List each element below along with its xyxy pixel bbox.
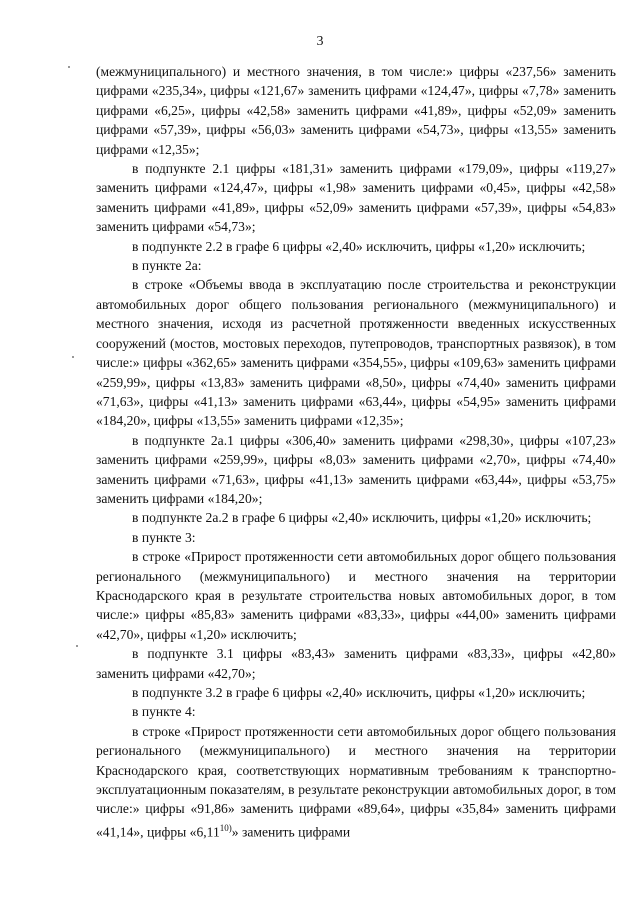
paragraph: в подпункте 2.2 в графе 6 цифры «2,40» исключить, цифры «1,20» исключить; bbox=[132, 238, 586, 254]
paragraph: (межмуниципального) и местного значения, в том числе:» цифры «237,56» заменить цифрами «235,34», цифры «121,67» заменить цифрами «124,47», цифры «7,78» заменить цифрами «6,25», цифры «42,58» заменить цифрами «41,89», цифры «52,09» заменить цифрами «57,39», цифры «56,03» заменить цифрами «54,73», цифры «13,55» заменить цифрами «12,35»; bbox=[96, 64, 616, 157]
document-body bbox=[96, 62, 616, 842]
paragraph: в подпункте 2а.2 в графе 6 цифры «2,40» исключить, цифры «1,20» исключить; bbox=[132, 510, 592, 526]
paragraph: в пункте 3: bbox=[132, 529, 196, 545]
scan-speck bbox=[72, 356, 74, 358]
paragraph: в строке «Прирост протяженности сети автомобильных дорог общего пользования регионального (межмуниципального) и местного значения на территории Краснодарского края в результате строительства новых автомобильных дорог, в том числе:» цифры «85,83» заменить цифрами «83,33», цифры «44,00» заменить цифрами «42,70», цифры «1,20» исключить; bbox=[96, 549, 616, 642]
scan-speck bbox=[68, 66, 70, 68]
paragraph-tail: » заменить цифрами bbox=[231, 824, 351, 840]
paragraph: в подпункте 3.1 цифры «83,43» заменить цифрами «83,33», цифры «42,80» заменить цифрами «42,70»; bbox=[96, 646, 616, 681]
paragraph: в строке «Объемы ввода в эксплуатацию после строительства и реконструкции автомобильных дорог общего пользования регионального (межмуниципального) и местного значения, исходя из расчетной протяженности введенных искусственных сооружений (мостов, мостовых переходов, путепроводов, транспортных развязок), в том числе:» цифры «362,65» заменить цифрами «354,55», цифры «109,63» заменить цифрами «259,99», цифры «13,83» заменить цифрами «8,50», цифры «74,40» заменить цифрами «71,63», цифры «41,13» заменить цифрами «63,44», цифры «54,95» заменить цифрами «184,20», цифры «13,55» заменить цифрами «12,35»; bbox=[96, 277, 616, 429]
paragraph: в пункте 2а: bbox=[132, 258, 202, 274]
paragraph-text: в строке «Прирост протяженности сети автомобильных дорог общего пользования регионального (межмуниципального) и местного значения на территории Краснодарского края, соответствующих нормативным требованиям к транспортно-эксплуатационным показателям, в результате реконструкции автомобильных дорог, в том числе:» цифры «91,86» заменить цифрами «89,64», цифры «35,84» заменить цифрами «41,14», цифры «6,11 bbox=[96, 723, 616, 840]
paragraph: в пункте 4: bbox=[132, 704, 196, 720]
footnote-superscript: 10) bbox=[219, 822, 232, 833]
paragraph: в подпункте 3.2 в графе 6 цифры «2,40» исключить, цифры «1,20» исключить; bbox=[132, 685, 586, 700]
paragraph: в подпункте 2а.1 цифры «306,40» заменить цифрами «298,30», цифры «107,23» заменить цифрами «259,99», цифры «8,03» заменить цифрами «2,70», цифры «74,40» заменить цифрами «71,63», цифры «41,13» заменить цифрами «63,44», цифры «53,75» заменить цифрами «184,20»; bbox=[96, 432, 616, 506]
page-number: 3 bbox=[316, 34, 324, 49]
scan-speck bbox=[76, 645, 78, 647]
paragraph: в подпункте 2.1 цифры «181,31» заменить цифрами «179,09», цифры «119,27» заменить цифрами «124,47», цифры «1,98» заменить цифрами «0,45», цифры «42,58» заменить цифрами «41,89», цифры «52,09» заменить цифрами «57,39», цифры «54,83» заменить цифрами «54,73»; bbox=[96, 161, 616, 235]
paragraph-last bbox=[96, 722, 616, 842]
